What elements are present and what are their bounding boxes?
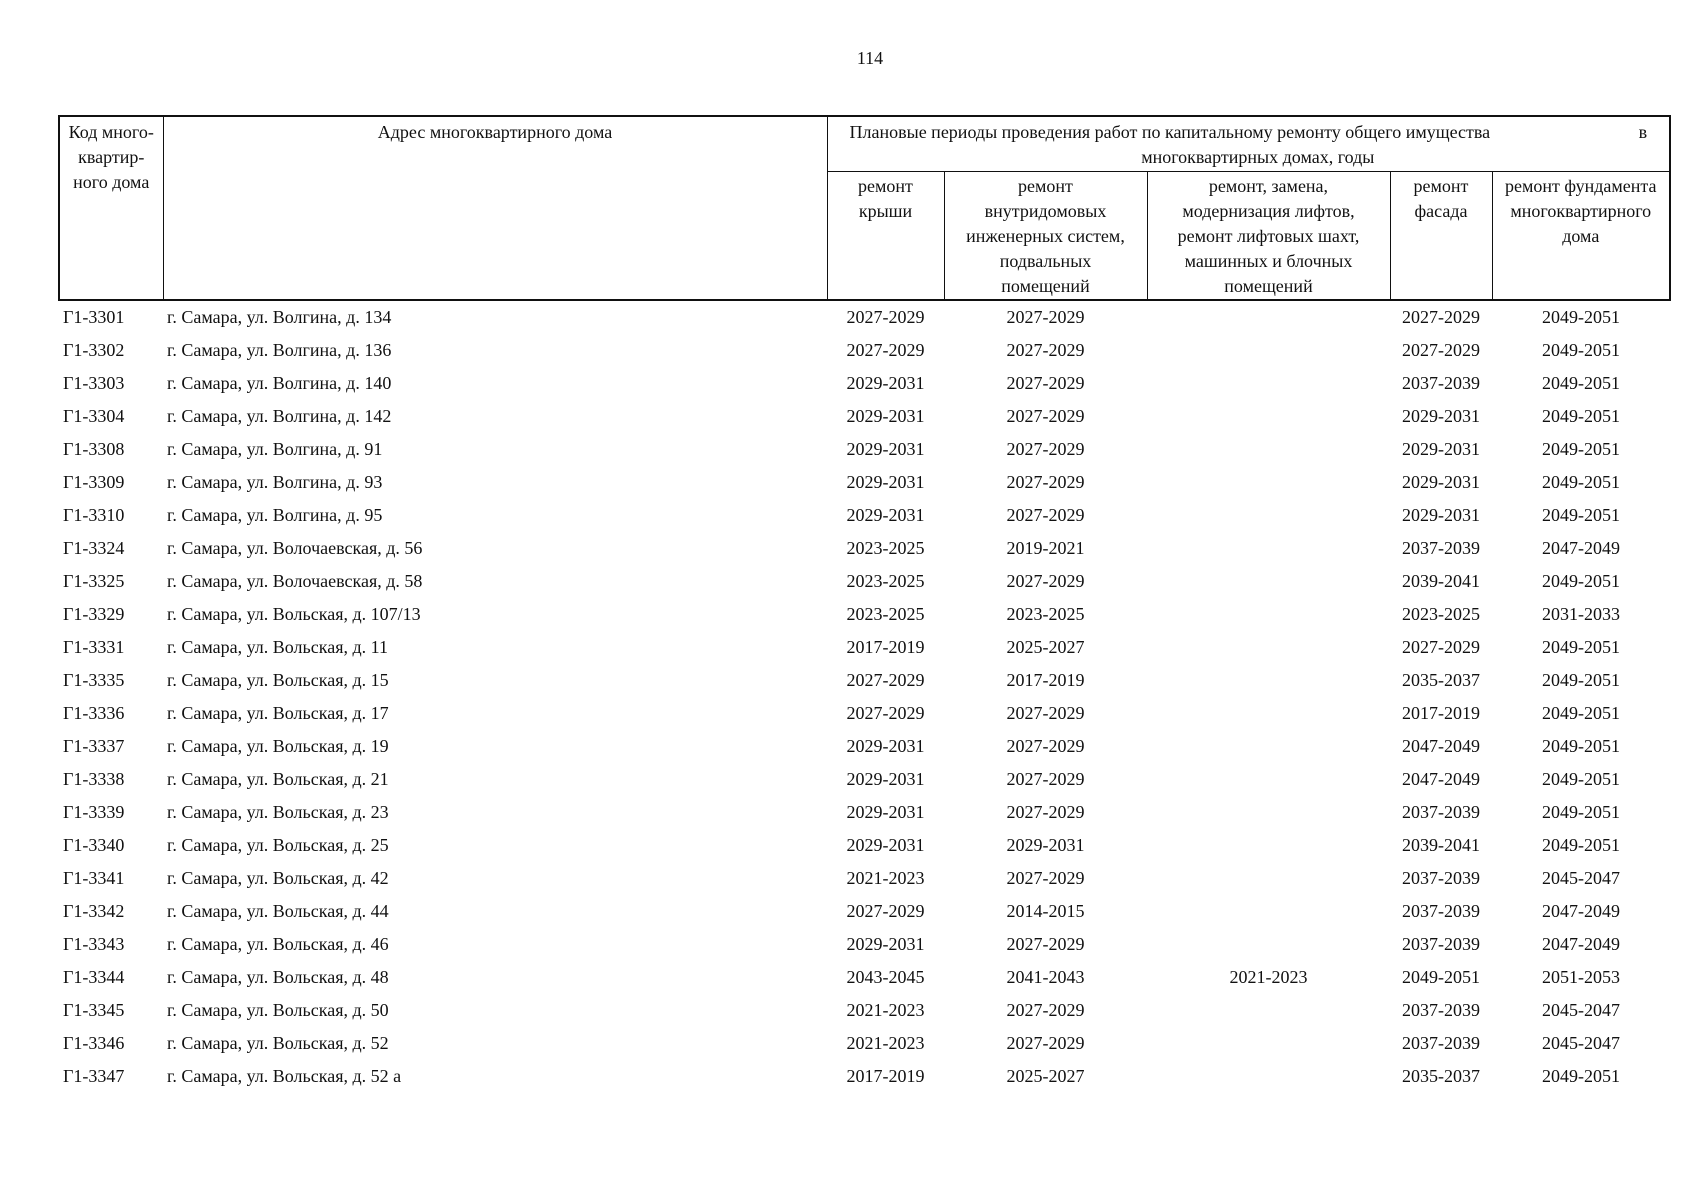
foundation-period-cell: 2049-2051: [1542, 571, 1621, 591]
table-row: [59, 928, 1670, 961]
house-code-cell: Г1-3301: [63, 307, 125, 327]
table-row: [59, 334, 1670, 367]
roof-period-cell: 2029-2031: [846, 736, 925, 756]
elevator-period-cell: [1147, 664, 1390, 697]
header-house-code: Код много- квартир- ного дома: [59, 116, 163, 300]
foundation-period-cell: 2049-2051: [1542, 307, 1621, 327]
header-elevator-repair: ремонт, замена, модернизация лифтов, ремонт лифтовых шахт, машинных и блочных помещений: [1147, 172, 1390, 301]
engineering-period-cell: 2025-2027: [1006, 637, 1085, 657]
address-cell: г. Самара, ул. Волгина, д. 95: [167, 505, 383, 525]
elevator-period-cell: [1147, 532, 1390, 565]
house-code-cell: Г1-3344: [63, 967, 125, 987]
house-code-cell: Г1-3302: [63, 340, 125, 360]
address-cell: г. Самара, ул. Волгина, д. 93: [167, 472, 383, 492]
house-code-cell: Г1-3337: [63, 736, 125, 756]
house-code-cell: Г1-3342: [63, 901, 125, 921]
roof-period-cell: 2029-2031: [846, 769, 925, 789]
engineering-period-cell: 2027-2029: [1006, 868, 1085, 888]
house-code-cell: Г1-3310: [63, 505, 125, 525]
house-code-cell: Г1-3340: [63, 835, 125, 855]
roof-period-cell: 2027-2029: [846, 703, 925, 723]
roof-period-cell: 2023-2025: [846, 571, 925, 591]
table-row: [59, 466, 1670, 499]
address-cell: г. Самара, ул. Вольская, д. 48: [167, 967, 389, 987]
table-row: [59, 763, 1670, 796]
foundation-period-cell: 2049-2051: [1542, 802, 1621, 822]
house-code-cell: Г1-3338: [63, 769, 125, 789]
foundation-period-cell: 2049-2051: [1542, 703, 1621, 723]
foundation-period-cell: 2047-2049: [1542, 538, 1621, 558]
roof-period-cell: 2023-2025: [846, 604, 925, 624]
table-row: [59, 829, 1670, 862]
table-row: [59, 862, 1670, 895]
engineering-period-cell: 2027-2029: [1006, 934, 1085, 954]
engineering-period-cell: 2027-2029: [1006, 373, 1085, 393]
engineering-period-cell: 2027-2029: [1006, 1033, 1085, 1053]
foundation-period-cell: 2047-2049: [1542, 901, 1621, 921]
roof-period-cell: 2029-2031: [846, 406, 925, 426]
house-code-cell: Г1-3325: [63, 571, 125, 591]
elevator-period-cell: [1147, 1060, 1390, 1093]
facade-period-cell: 2047-2049: [1402, 769, 1480, 789]
house-code-cell: Г1-3331: [63, 637, 125, 657]
house-code-cell: Г1-3336: [63, 703, 125, 723]
engineering-period-cell: 2027-2029: [1006, 802, 1085, 822]
facade-period-cell: 2037-2039: [1402, 1033, 1480, 1053]
house-code-cell: Г1-3335: [63, 670, 125, 690]
address-cell: г. Самара, ул. Вольская, д. 15: [167, 670, 389, 690]
elevator-period-cell: [1147, 697, 1390, 730]
capital-repair-schedule-table: [58, 115, 1671, 1093]
foundation-period-cell: 2045-2047: [1542, 1000, 1621, 1020]
elevator-period-cell: [1147, 466, 1390, 499]
foundation-period-cell: 2049-2051: [1542, 1066, 1621, 1086]
foundation-period-cell: 2049-2051: [1542, 373, 1621, 393]
table-row: [59, 730, 1670, 763]
engineering-period-cell: 2014-2015: [1006, 901, 1085, 921]
elevator-period-cell: [1147, 433, 1390, 466]
house-code-cell: Г1-3309: [63, 472, 125, 492]
address-cell: г. Самара, ул. Вольская, д. 19: [167, 736, 389, 756]
elevator-period-cell: [1147, 367, 1390, 400]
engineering-period-cell: 2027-2029: [1006, 307, 1085, 327]
facade-period-cell: 2037-2039: [1402, 1000, 1480, 1020]
address-cell: г. Самара, ул. Волочаевская, д. 58: [167, 571, 423, 591]
house-code-cell: Г1-3329: [63, 604, 125, 624]
table-row: [59, 796, 1670, 829]
elevator-period-cell: [1147, 499, 1390, 532]
address-cell: г. Самара, ул. Вольская, д. 50: [167, 1000, 389, 1020]
house-code-cell: Г1-3341: [63, 868, 125, 888]
roof-period-cell: 2029-2031: [846, 472, 925, 492]
facade-period-cell: 2037-2039: [1402, 802, 1480, 822]
table-row: [59, 565, 1670, 598]
address-cell: г. Самара, ул. Вольская, д. 23: [167, 802, 389, 822]
facade-period-cell: 2039-2041: [1402, 571, 1480, 591]
elevator-period-cell: 2021-2023: [1229, 967, 1308, 987]
address-cell: г. Самара, ул. Вольская, д. 107/13: [167, 604, 421, 624]
house-code-cell: Г1-3345: [63, 1000, 125, 1020]
facade-period-cell: 2029-2031: [1402, 439, 1480, 459]
elevator-period-cell: [1147, 862, 1390, 895]
foundation-period-cell: 2049-2051: [1542, 439, 1621, 459]
elevator-period-cell: [1147, 565, 1390, 598]
house-code-cell: Г1-3346: [63, 1033, 125, 1053]
address-cell: г. Самара, ул. Волгина, д. 134: [167, 307, 392, 327]
facade-period-cell: 2035-2037: [1402, 1066, 1480, 1086]
facade-period-cell: 2029-2031: [1402, 505, 1480, 525]
elevator-period-cell: [1147, 598, 1390, 631]
roof-period-cell: 2021-2023: [846, 1000, 925, 1020]
elevator-period-cell: [1147, 829, 1390, 862]
elevator-period-cell: [1147, 994, 1390, 1027]
roof-period-cell: 2029-2031: [846, 439, 925, 459]
facade-period-cell: 2035-2037: [1402, 670, 1480, 690]
address-cell: г. Самара, ул. Вольская, д. 46: [167, 934, 389, 954]
facade-period-cell: 2029-2031: [1402, 406, 1480, 426]
table-row: [59, 532, 1670, 565]
facade-period-cell: 2037-2039: [1402, 934, 1480, 954]
foundation-period-cell: 2045-2047: [1542, 1033, 1621, 1053]
address-cell: г. Самара, ул. Вольская, д. 11: [167, 637, 388, 657]
engineering-period-cell: 2017-2019: [1006, 670, 1085, 690]
foundation-period-cell: 2031-2033: [1542, 604, 1621, 624]
foundation-period-cell: 2049-2051: [1542, 472, 1621, 492]
address-cell: г. Самара, ул. Вольская, д. 52: [167, 1033, 389, 1053]
engineering-period-cell: 2027-2029: [1006, 406, 1085, 426]
elevator-period-cell: [1147, 928, 1390, 961]
foundation-period-cell: 2049-2051: [1542, 406, 1621, 426]
roof-period-cell: 2027-2029: [846, 340, 925, 360]
elevator-period-cell: [1147, 631, 1390, 664]
table-row: [59, 1027, 1670, 1060]
foundation-period-cell: 2045-2047: [1542, 868, 1621, 888]
engineering-period-cell: 2027-2029: [1006, 736, 1085, 756]
house-code-cell: Г1-3308: [63, 439, 125, 459]
engineering-period-cell: 2027-2029: [1006, 1000, 1085, 1020]
table-row: [59, 961, 1670, 994]
address-cell: г. Самара, ул. Волгина, д. 136: [167, 340, 392, 360]
roof-period-cell: 2021-2023: [846, 1033, 925, 1053]
engineering-period-cell: 2027-2029: [1006, 769, 1085, 789]
header-facade-repair: ремонт фасада: [1390, 172, 1492, 301]
address-cell: г. Самара, ул. Вольская, д. 52 а: [167, 1066, 402, 1086]
roof-period-cell: 2023-2025: [846, 538, 925, 558]
foundation-period-cell: 2051-2053: [1542, 967, 1621, 987]
engineering-period-cell: 2027-2029: [1006, 340, 1085, 360]
facade-period-cell: 2049-2051: [1402, 967, 1480, 987]
roof-period-cell: 2017-2019: [846, 1066, 925, 1086]
roof-period-cell: 2043-2045: [846, 967, 925, 987]
roof-period-cell: 2029-2031: [846, 505, 925, 525]
header-roof-repair: ремонт крыши: [827, 172, 944, 301]
facade-period-cell: 2039-2041: [1402, 835, 1480, 855]
engineering-period-cell: 2029-2031: [1006, 835, 1085, 855]
header-engineering-systems-repair: ремонт внутридомовых инженерных систем, подвальных помещений: [944, 172, 1147, 301]
table-body: [59, 300, 1670, 1093]
elevator-period-cell: [1147, 1027, 1390, 1060]
table-row: [59, 664, 1670, 697]
house-code-cell: Г1-3304: [63, 406, 125, 426]
foundation-period-cell: 2049-2051: [1542, 670, 1621, 690]
elevator-period-cell: [1147, 796, 1390, 829]
roof-period-cell: 2029-2031: [846, 934, 925, 954]
engineering-period-cell: 2027-2029: [1006, 472, 1085, 492]
foundation-period-cell: 2049-2051: [1542, 505, 1621, 525]
facade-period-cell: 2037-2039: [1402, 901, 1480, 921]
elevator-period-cell: [1147, 400, 1390, 433]
address-cell: г. Самара, ул. Вольская, д. 42: [167, 868, 389, 888]
address-cell: г. Самара, ул. Вольская, д. 21: [167, 769, 389, 789]
facade-period-cell: 2027-2029: [1402, 307, 1480, 327]
engineering-period-cell: 2027-2029: [1006, 505, 1085, 525]
engineering-period-cell: 2027-2029: [1006, 571, 1085, 591]
facade-period-cell: 2029-2031: [1402, 472, 1480, 492]
roof-period-cell: 2027-2029: [846, 307, 925, 327]
table-row: [59, 895, 1670, 928]
address-cell: г. Самара, ул. Вольская, д. 17: [167, 703, 389, 723]
table-row: [59, 994, 1670, 1027]
table-row: [59, 300, 1670, 334]
foundation-period-cell: 2049-2051: [1542, 637, 1621, 657]
engineering-period-cell: 2019-2021: [1006, 538, 1085, 558]
facade-period-cell: 2023-2025: [1402, 604, 1480, 624]
facade-period-cell: 2027-2029: [1402, 340, 1480, 360]
roof-period-cell: 2017-2019: [846, 637, 925, 657]
facade-period-cell: 2037-2039: [1402, 373, 1480, 393]
table-row: [59, 400, 1670, 433]
engineering-period-cell: 2027-2029: [1006, 439, 1085, 459]
page-number: 114: [856, 48, 884, 68]
table-row: [59, 1060, 1670, 1093]
facade-period-cell: 2027-2029: [1402, 637, 1480, 657]
elevator-period-cell: [1147, 763, 1390, 796]
engineering-period-cell: 2023-2025: [1006, 604, 1085, 624]
elevator-period-cell: [1147, 334, 1390, 367]
header-address: Адрес многоквартирного дома: [163, 116, 827, 300]
roof-period-cell: 2029-2031: [846, 802, 925, 822]
facade-period-cell: 2017-2019: [1402, 703, 1480, 723]
address-cell: г. Самара, ул. Волгина, д. 91: [167, 439, 383, 459]
roof-period-cell: 2027-2029: [846, 901, 925, 921]
house-code-cell: Г1-3339: [63, 802, 125, 822]
elevator-period-cell: [1147, 300, 1390, 334]
foundation-period-cell: 2047-2049: [1542, 934, 1621, 954]
address-cell: г. Самара, ул. Волочаевская, д. 56: [167, 538, 423, 558]
foundation-period-cell: 2049-2051: [1542, 769, 1621, 789]
table-row: [59, 697, 1670, 730]
address-cell: г. Самара, ул. Вольская, д. 25: [167, 835, 389, 855]
engineering-period-cell: 2041-2043: [1006, 967, 1085, 987]
roof-period-cell: 2021-2023: [846, 868, 925, 888]
elevator-period-cell: [1147, 895, 1390, 928]
house-code-cell: Г1-3324: [63, 538, 125, 558]
header-foundation-repair: ремонт фундамента многоквартирного дома: [1492, 172, 1670, 301]
house-code-cell: Г1-3343: [63, 934, 125, 954]
foundation-period-cell: 2049-2051: [1542, 835, 1621, 855]
header-planned-periods: Плановые периоды проведения работ по капитальному ремонту общего имущества в многоквартирных домах, годы: [827, 116, 1670, 172]
roof-period-cell: 2027-2029: [846, 670, 925, 690]
address-cell: г. Самара, ул. Волгина, д. 142: [167, 406, 392, 426]
engineering-period-cell: 2025-2027: [1006, 1066, 1085, 1086]
address-cell: г. Самара, ул. Вольская, д. 44: [167, 901, 389, 921]
house-code-cell: Г1-3347: [63, 1066, 125, 1086]
table-row: [59, 598, 1670, 631]
foundation-period-cell: 2049-2051: [1542, 340, 1621, 360]
facade-period-cell: 2047-2049: [1402, 736, 1480, 756]
engineering-period-cell: 2027-2029: [1006, 703, 1085, 723]
table-row: [59, 367, 1670, 400]
table-row: [59, 433, 1670, 466]
facade-period-cell: 2037-2039: [1402, 868, 1480, 888]
roof-period-cell: 2029-2031: [846, 835, 925, 855]
table-row: [59, 499, 1670, 532]
roof-period-cell: 2029-2031: [846, 373, 925, 393]
address-cell: г. Самара, ул. Волгина, д. 140: [167, 373, 392, 393]
elevator-period-cell: [1147, 730, 1390, 763]
house-code-cell: Г1-3303: [63, 373, 125, 393]
foundation-period-cell: 2049-2051: [1542, 736, 1621, 756]
table-row: [59, 631, 1670, 664]
facade-period-cell: 2037-2039: [1402, 538, 1480, 558]
